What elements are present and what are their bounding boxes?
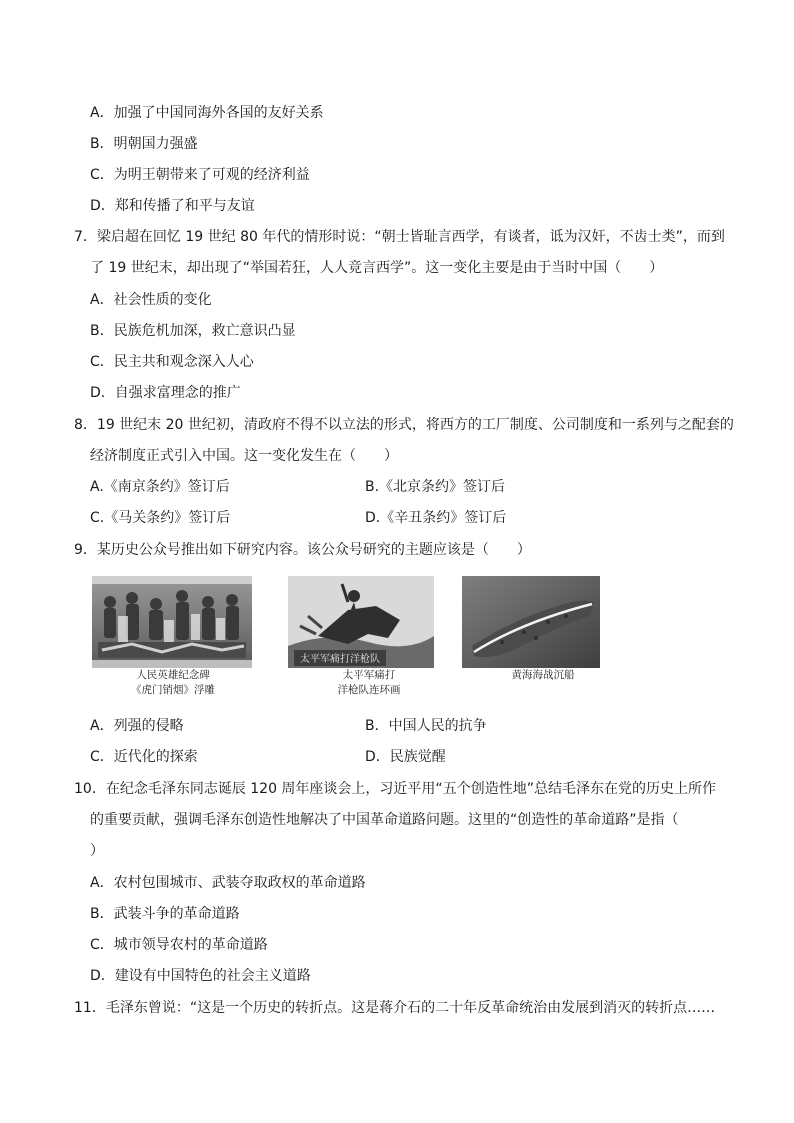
- q8-option-c: C.《马关条约》签订后: [90, 510, 231, 526]
- q10-option-d: D．建设有中国特色的社会主义道路: [90, 968, 311, 984]
- q9-image-caption-line1: 黄海海战沉船: [511, 669, 575, 681]
- q6-option-c: C．为明王朝带来了可观的经济利益: [90, 167, 310, 183]
- q6-option-b: B．明朝国力强盛: [90, 136, 198, 152]
- q7-option-a: A．社会性质的变化: [90, 292, 212, 308]
- shipwreck-photo-image: [462, 576, 600, 668]
- q7-option-d: D．自强求富理念的推广: [90, 385, 241, 401]
- q9-option-b: B．中国人民的抗争: [365, 718, 487, 734]
- q9-image-relief: [92, 576, 254, 698]
- q11-stem-line1: 11．毛泽东曾说：“这是一个历史的转折点。这是蒋介石的二十年反革命统治由发展到消灭的转折点……: [74, 1000, 716, 1016]
- q9-image-caption-line1: 人民英雄纪念碑: [136, 669, 210, 681]
- q9-option-d: D．民族觉醒: [365, 749, 446, 765]
- q8-stem-line2: 经济制度正式引入中国。这一变化发生在（ ）: [90, 448, 398, 464]
- q9-image-caption-line2: 洋枪队连环画: [337, 684, 401, 696]
- q10-stem-line1: 10．在纪念毛泽东同志诞辰 120 周年座谈会上，习近平用“五个创造性地”总结毛泽东在党的历史上所作: [74, 781, 716, 797]
- q10-stem-line3: ）: [90, 843, 104, 859]
- q9-option-c: C．近代化的探索: [90, 749, 198, 765]
- q7-option-b: B．民族危机加深，救亡意识凸显: [90, 323, 296, 339]
- q10-option-c: C．城市领导农村的革命道路: [90, 937, 268, 953]
- q10-option-b: B．武装斗争的革命道路: [90, 906, 240, 922]
- q7-stem-line1: 7．梁启超在回忆 19 世纪 80 年代的情形时说：“朝士皆耻言西学，有谈者，诋为汉奸，不齿士类”，而到: [74, 229, 725, 245]
- q9-image-comic: [288, 576, 450, 698]
- q7-option-c: C．民主共和观念深入人心: [90, 354, 254, 370]
- q10-stem-line2: 的重要贡献，强调毛泽东创造性地解决了中国革命道路问题。这里的“创造性的革命道路”是指（: [90, 812, 679, 828]
- q6-option-a: A．加强了中国同海外各国的友好关系: [90, 105, 324, 121]
- relief-sculpture-image: [92, 576, 252, 668]
- comic-inset-text: 太平军痛打洋枪队: [300, 654, 380, 665]
- q8-option-d: D.《辛丑条约》签订后: [365, 510, 507, 526]
- q6-option-d: D．郑和传播了和平与友谊: [90, 198, 255, 214]
- q9-option-a: A．列强的侵略: [90, 718, 184, 734]
- q8-option-b: B.《北京条约》签订后: [365, 479, 506, 495]
- q9-image-shipwreck: [462, 576, 624, 683]
- q10-option-a: A．农村包围城市、武装夺取政权的革命道路: [90, 875, 366, 891]
- q9-image-caption-line1: 太平军痛打: [342, 669, 396, 681]
- q8-option-a: A.《南京条约》签订后: [90, 479, 230, 495]
- q7-stem-line2: 了 19 世纪末，却出现了“举国若狂，人人竞言西学”。这一变化主要是由于当时中国（ ）: [90, 260, 664, 276]
- comic-illustration-image: [288, 576, 434, 668]
- q9-stem: 9．某历史公众号推出如下研究内容。该公众号研究的主题应该是（ ）: [74, 542, 531, 558]
- q9-image-caption-line2: 《虎门销烟》浮雕: [131, 684, 215, 696]
- q8-stem-line1: 8．19 世纪末 20 世纪初，清政府不得不以立法的形式，将西方的工厂制度、公司制度和一系列与之配套的: [74, 417, 734, 433]
